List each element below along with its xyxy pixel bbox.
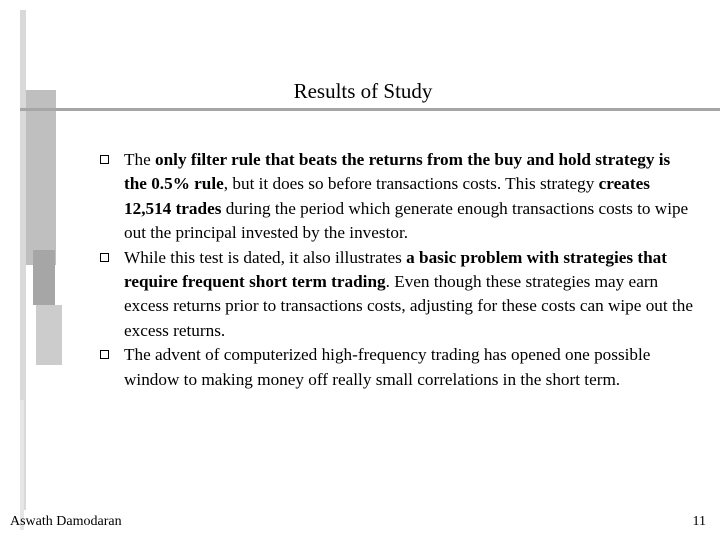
bullet-item (98, 343, 694, 392)
bullet-item (98, 148, 694, 246)
square-bullet-icon (100, 155, 109, 164)
square-bullet-icon (100, 253, 109, 262)
decorative-side-block (33, 250, 55, 305)
decorative-side-block (36, 305, 62, 365)
bullet-text-bold: a basic problem with strategies that require frequent short term trading (124, 247, 667, 292)
square-bullet-icon (100, 350, 109, 359)
page-number: 11 (692, 514, 706, 529)
bullet-text: , but it does so before transactions costs. This strategy (223, 174, 599, 194)
slide-title: Results of Study (293, 79, 433, 103)
decorative-side-bar (20, 400, 24, 530)
decorative-side-block (26, 90, 56, 265)
bullet-text: . Even though these strategies may earn excess returns prior to transactions costs, adjusting for these costs can wipe out the excess returns. (124, 272, 693, 340)
bullet-text: during the period which generate enough transactions costs to wipe out the principal invested by the investor. (124, 198, 689, 243)
bullet-list (98, 148, 694, 392)
title-rule-line (20, 108, 720, 111)
footer-author: Aswath Damodaran (10, 514, 122, 529)
bullet-text-bold: creates 12,514 trades (124, 174, 650, 218)
bullet-text-bold: only filter rule that beats the returns from the buy and hold strategy is the 0.5% rule (124, 150, 671, 194)
bullet-item (98, 246, 694, 344)
bullet-text: While this test is dated, it also illustrates (124, 247, 407, 267)
bullet-text: The (124, 150, 156, 169)
bullet-text: The advent of computerized high-frequency trading has opened one possible window to making money off really small correlations in the short term. (124, 345, 651, 389)
